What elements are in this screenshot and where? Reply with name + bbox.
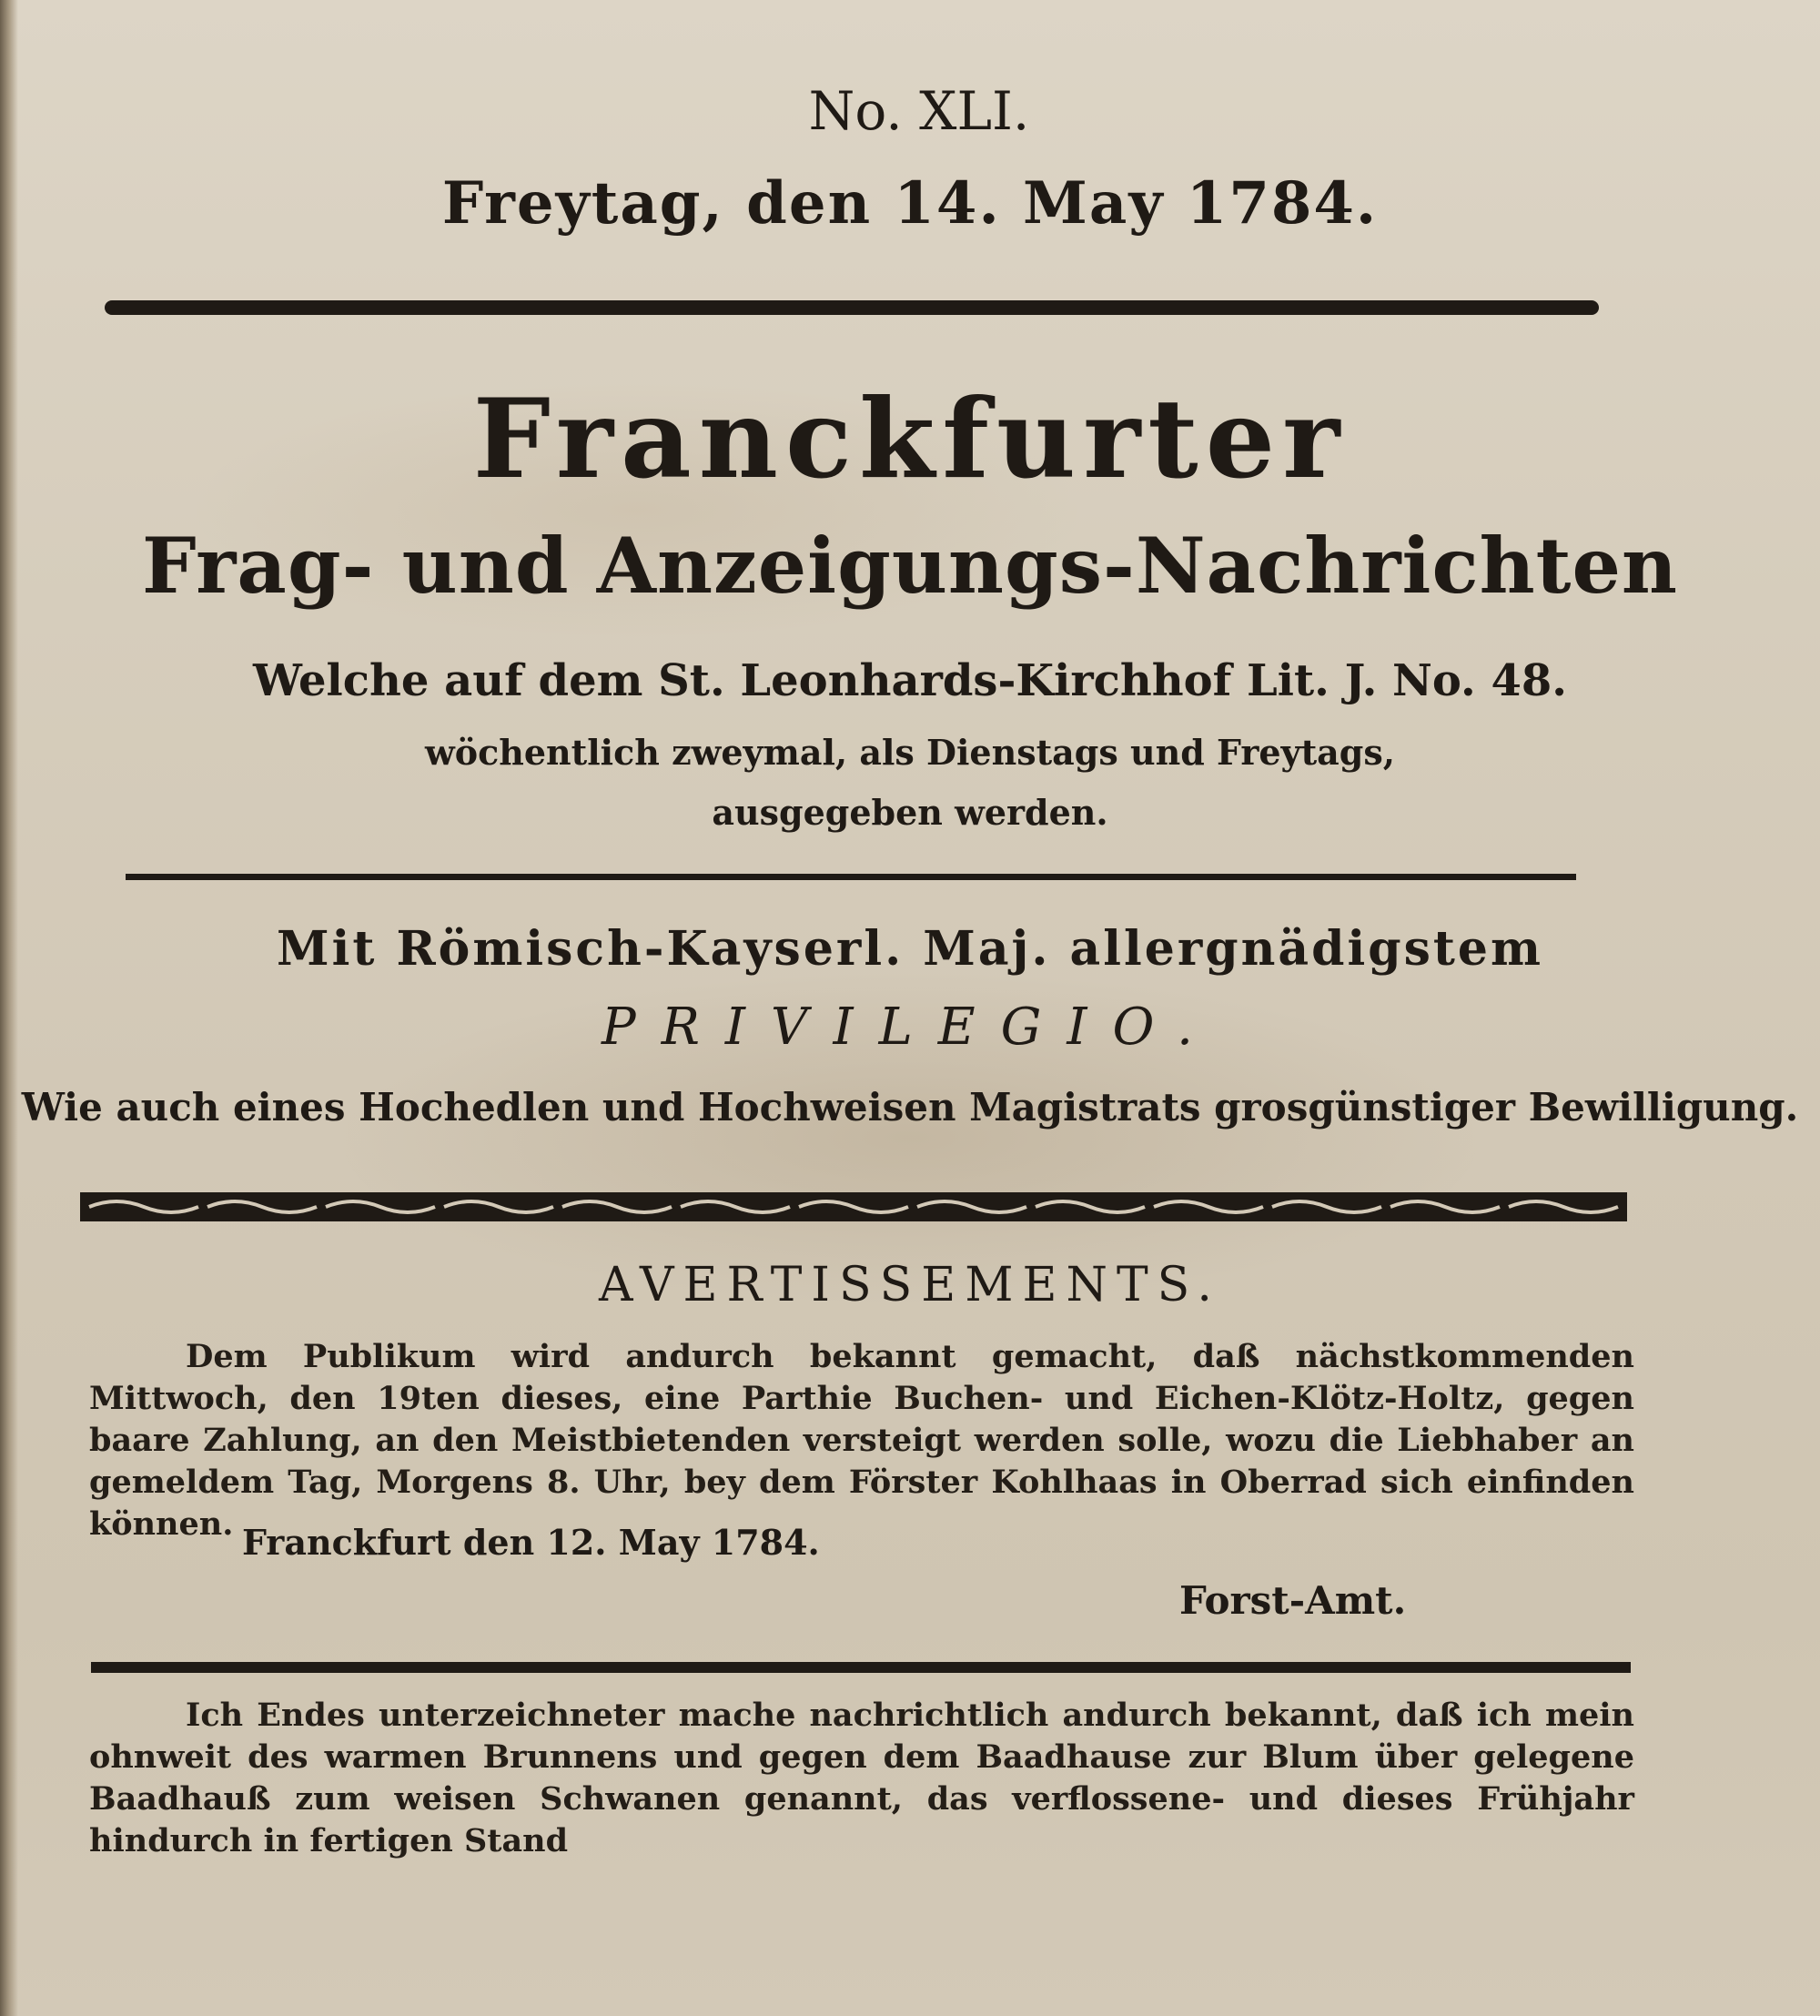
notice-signature: Forst-Amt. <box>1179 1578 1407 1623</box>
masthead-subtitle-1: Welche auf dem St. Leonhards-Kirchhof Lit. J. No. 48. <box>253 655 1567 706</box>
notice-timber-auction: Dem Publikum wird andurch bekannt gemacht, daß nächstkommenden Mittwoch, den 19ten dieses, eine Parthie Buchen- und Eichen-Klötz-Holtz, gegen baare Zahlung, an den Meistbietenden versteigt werden solle, wozu die Liebhaber an gemeldem Tag, Morgens 8. Uhr, bey dem Förster Kohlhaas in Oberrad sich einfinden können. <box>89 1338 1634 1543</box>
notice-bathhouse: Ich Endes unterzeichneter mache nachrichtlich andurch bekannt, daß ich mein ohnweit des warmen Brunnens und gegen dem Baadhause zur Blum über gelegene Baadhauß zum weisen Schwanen genannt, das verflossene- und dieses Frühjahr hindurch in fertigen Stand <box>89 1697 1634 1859</box>
notice-place-date: Franckfurt den 12. May 1784. <box>242 1522 820 1563</box>
issue-number: No. XLI. <box>808 80 1030 142</box>
masthead-subtitle-2: wöchentlich zweymal, als Dienstags und Freytags, <box>425 732 1395 773</box>
top-rule <box>105 300 1599 315</box>
decorative-chain-border <box>80 1190 1627 1223</box>
masthead-title-line1: Franckfurter <box>472 375 1348 503</box>
issue-date: Freytag, den 14. May 1784. <box>441 169 1379 238</box>
privilege-latin: PRIVILEGIO. <box>602 998 1218 1057</box>
privilege-line1: Mit Römisch-Kayserl. Maj. allergnädigstem <box>277 921 1543 977</box>
notice-divider-rule <box>91 1662 1631 1673</box>
masthead-rule <box>126 874 1576 880</box>
section-heading: AVERTISSEMENTS. <box>599 1258 1221 1312</box>
masthead-subtitle-3: ausgegeben werden. <box>712 792 1108 833</box>
masthead-title-line2: Frag- und Anzeigungs-Nachrichten <box>141 521 1678 611</box>
privilege-line3: Wie auch eines Hochedlen und Hochweisen Magistrats grosgünstiger Bewilligung. <box>21 1085 1799 1130</box>
